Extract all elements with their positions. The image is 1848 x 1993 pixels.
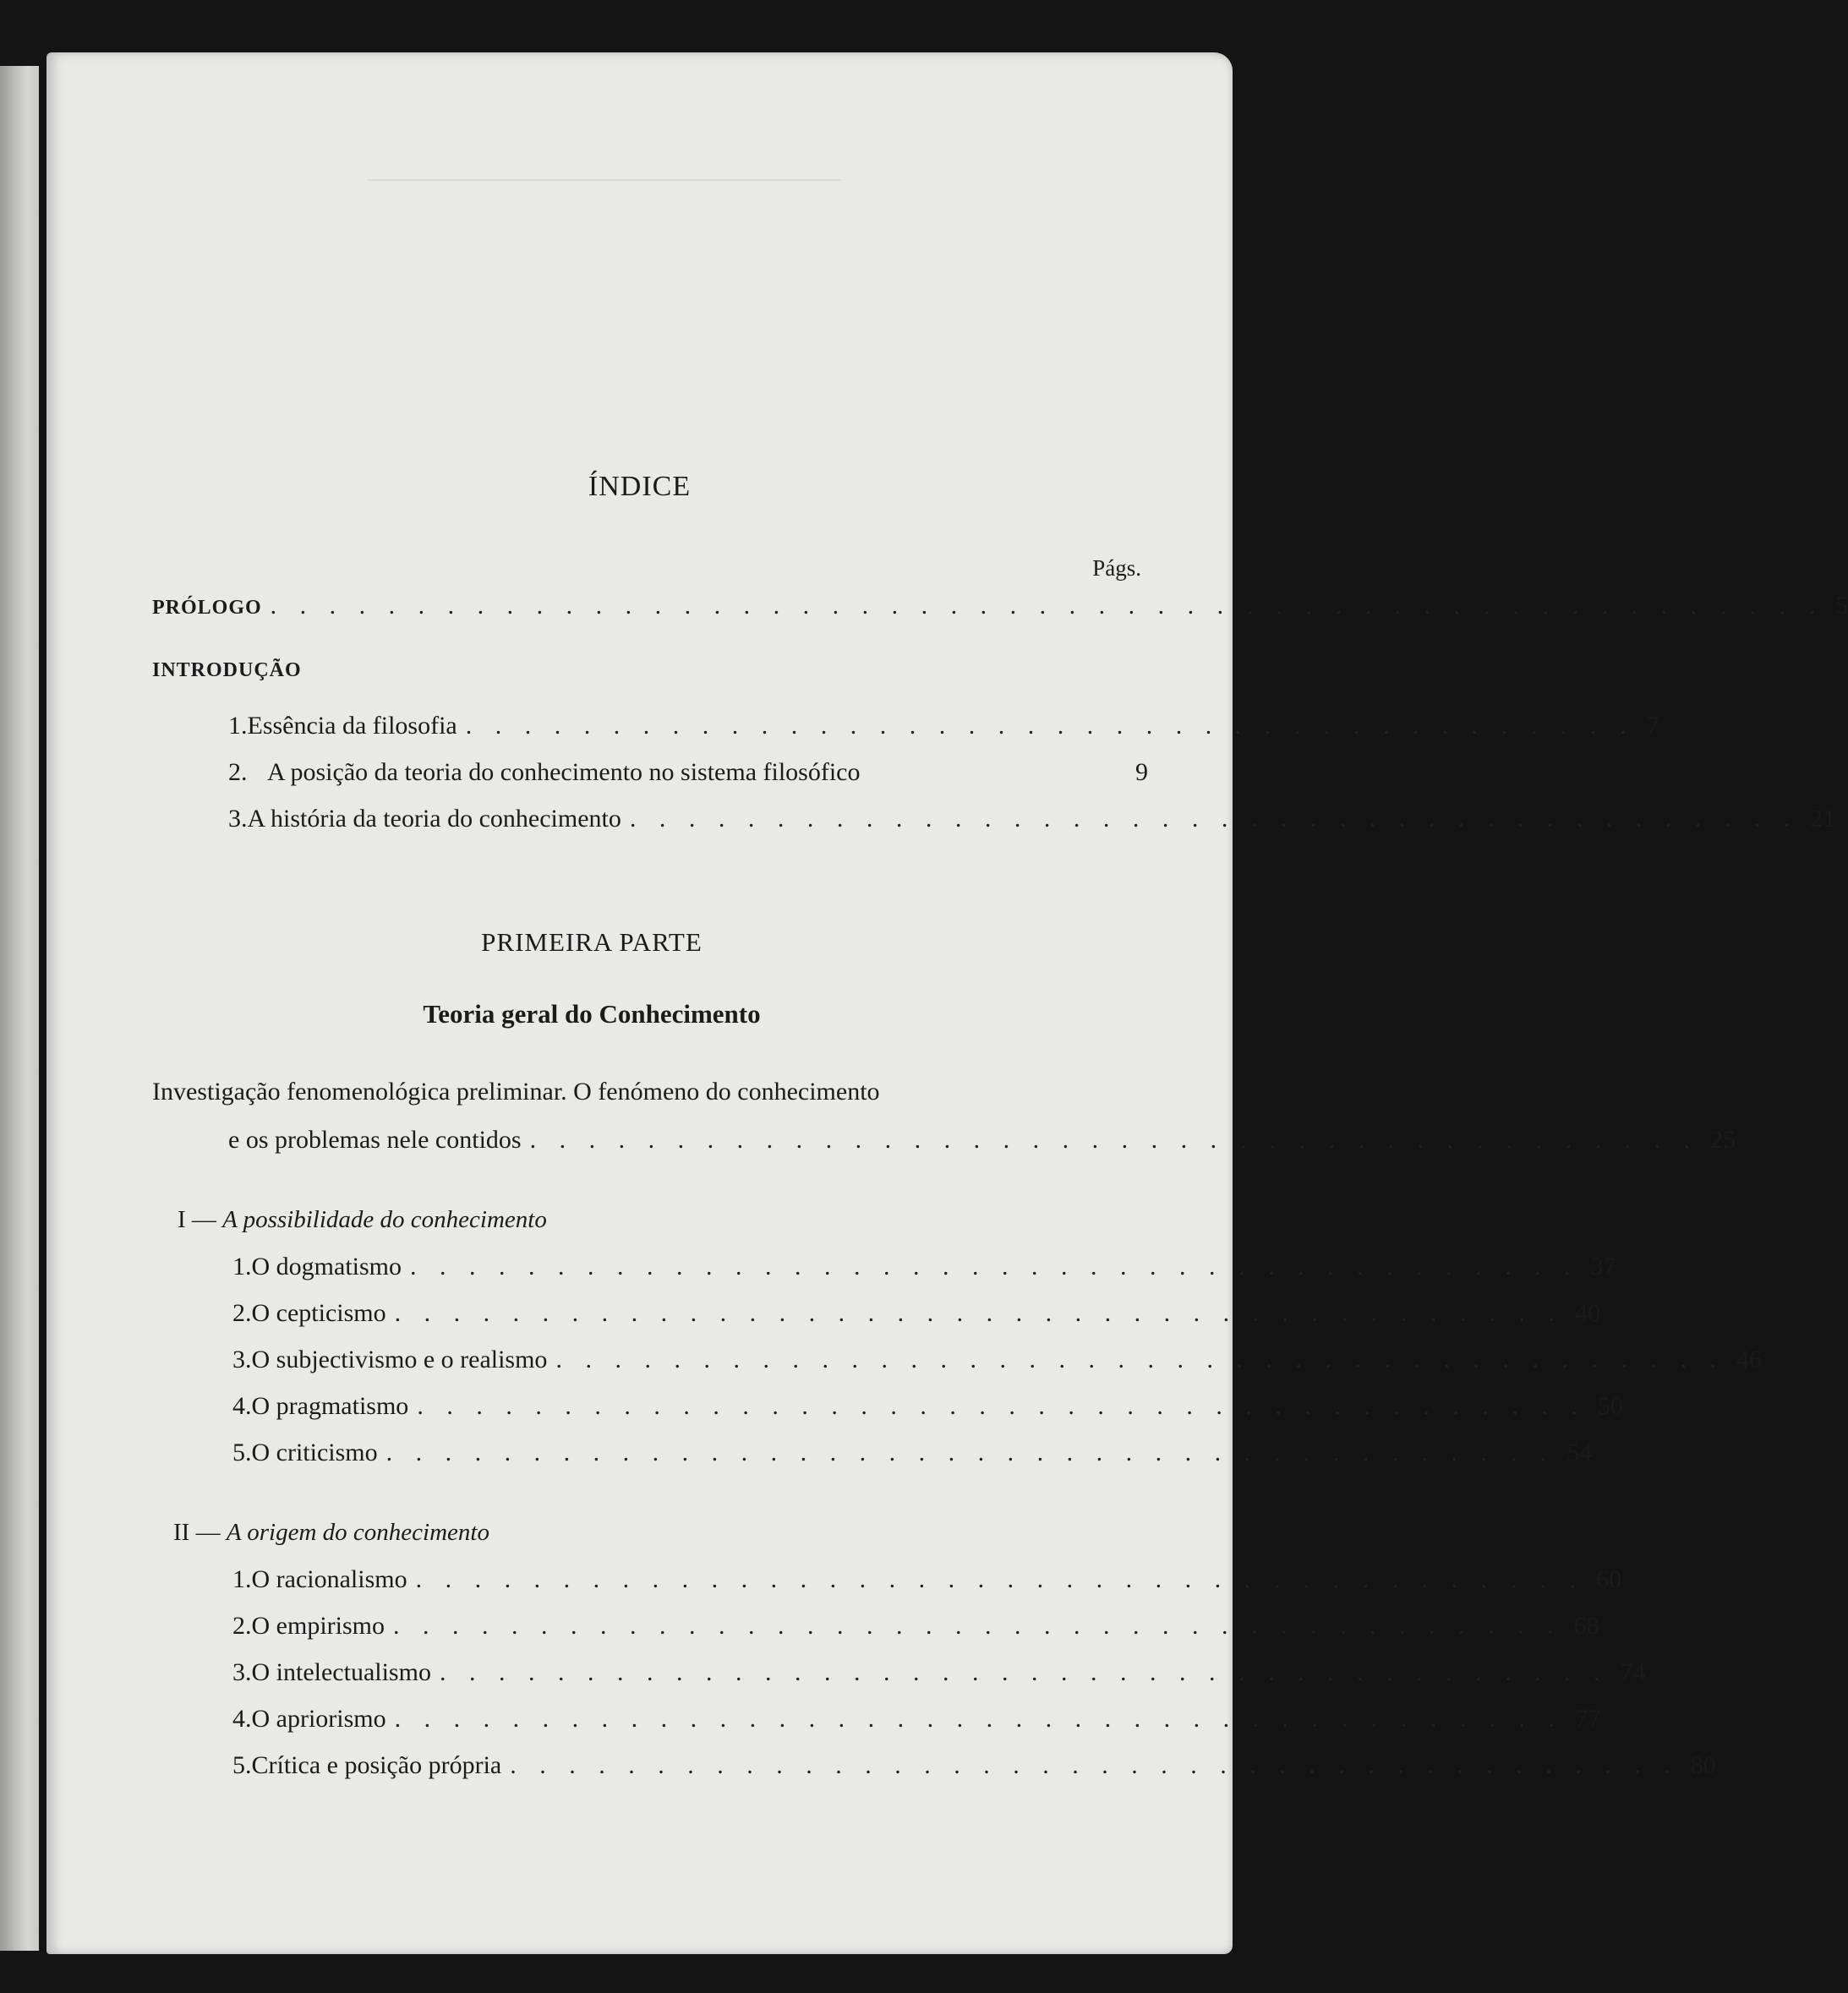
toc-entry[interactable] [232, 1565, 1622, 1594]
entry-title: Crítica e posição própria [251, 1751, 502, 1779]
entry-number: 1. [232, 1253, 252, 1280]
entry-page: 9 [1135, 758, 1148, 786]
entry-number: 1. [232, 1565, 252, 1593]
dot-leader: . . . . . . . . . . . . . . . . . . . . . . . . . . . . . . . . . . . . . . . . [555, 1346, 1725, 1373]
entry-title: A posição da teoria do conhecimento no sistema filosófico [267, 758, 861, 786]
entry-page: 68 [1573, 1612, 1599, 1640]
dot-leader: . . . . . . . . . . . . . . . . . . . . . . . . . . . . . . . . . . . . . . . . [529, 1126, 1699, 1154]
entry-number: 4. [232, 1392, 252, 1420]
dot-leader: . . . . . . . . . . . . . . . . . . . . . . . . . . . . . . . . . . . . . . . . [393, 1612, 1562, 1640]
entry-page: 74 [1620, 1658, 1646, 1686]
dot-leader: . . . . . . . . . . . . . . . . . . . . . . . . . . . . . . . . . . . . . . . . [439, 1658, 1609, 1686]
toc-entry[interactable] [228, 712, 1659, 740]
entry-title: O criticismo [251, 1439, 378, 1466]
entry-title: O subjectivismo e o realismo [251, 1346, 548, 1373]
entry-page: 54 [1566, 1439, 1593, 1466]
entry-page: 77 [1575, 1705, 1601, 1733]
toc-entry[interactable] [232, 1299, 1601, 1328]
entry-number: 2. [232, 1612, 252, 1640]
entry-title: O apriorismo [251, 1705, 386, 1733]
entry-number: 3. [232, 1658, 252, 1686]
entry-number: 2. [232, 1299, 252, 1327]
toc-entry[interactable] [232, 1346, 1762, 1374]
entry-title: A história da teoria do conhecimento [247, 805, 621, 833]
toc-entry[interactable] [232, 1392, 1623, 1421]
bleed-through-decoration [368, 179, 841, 196]
index-title: ÍNDICE [588, 471, 692, 502]
toc-entry[interactable] [232, 1612, 1599, 1641]
toc-entry[interactable] [232, 1658, 1646, 1687]
entry-page: 60 [1596, 1565, 1622, 1593]
introduction-heading: INTRODUÇÃO [152, 659, 302, 681]
book-page [46, 52, 1848, 1954]
entry-title: O dogmatismo [251, 1253, 402, 1280]
entry-page: 21 [1810, 805, 1836, 833]
toc-entry[interactable] [228, 758, 1148, 787]
entry-number: 2. [228, 758, 248, 786]
investigation-line-1: Investigação fenomenológica preliminar. O fenómeno do conhecimento [152, 1078, 880, 1106]
entry-number: 3. [228, 805, 248, 833]
dot-leader: . . . . . . . . . . . . . . . . . . . . . . . . . . . . . . . . . . . . . . . . [410, 1253, 1579, 1280]
toc-entry[interactable] [232, 1705, 1601, 1734]
dot-leader: . . . . . . . . . . . . . . . . . . . . . . . . . . . . . . . . . . . . . . . . [394, 1299, 1564, 1327]
entry-title: PRÓLOGO [152, 597, 262, 619]
toc-entry-prologue[interactable] [152, 592, 1848, 620]
entry-page: 46 [1736, 1346, 1762, 1373]
entry-title: O racionalismo [251, 1565, 407, 1593]
dot-leader: . . . . . . . . . . . . . . . . . . . . . . . . . . . . . . . . . . . . . . . . [510, 1751, 1679, 1779]
entry-number: 1. [228, 712, 248, 740]
toc-entry[interactable] [232, 1439, 1593, 1467]
dot-leader: . . . . . . . . . . . . . . . . . . . . . . . . . . . . . . . . . . . . . . . . [394, 1705, 1564, 1733]
pages-label: Págs. [1092, 555, 1141, 581]
entry-page: 37 [1590, 1253, 1616, 1280]
entry-page: 5 [1835, 592, 1848, 620]
entry-page: 80 [1690, 1751, 1716, 1779]
toc-entry[interactable] [232, 1751, 1716, 1780]
part-title: PRIMEIRA PARTE [481, 927, 703, 957]
entry-title: O cepticismo [251, 1299, 386, 1327]
entry-title: e os problemas nele contidos [228, 1126, 522, 1154]
entry-page: 7 [1646, 712, 1659, 740]
dot-leader: . . . . . . . . . . . . . . . . . . . . . . . . . . . . . . . . . . . . . . . . [417, 1392, 1586, 1420]
entry-title: O pragmatismo [251, 1392, 409, 1420]
section-heading [173, 1519, 489, 1547]
entry-number: 4. [232, 1705, 252, 1733]
dot-leader: . . . . . . . . . . . . . . . . . . . . . . . . . . . . . . . . . . . . . . . . [629, 805, 1799, 833]
entry-title: Essência da filosofia [247, 712, 457, 740]
entry-title: O empirismo [251, 1612, 385, 1640]
section-numeral: II — [173, 1519, 221, 1546]
dot-leader: . . . . . . . . . . . . . . . . . . . . . . . . . . . . . . . . . . . . . . . . . . . . . . . . . . . . . [270, 592, 1824, 620]
toc-entry-investigation[interactable] [228, 1126, 1736, 1155]
part-subtitle: Teoria geral do Conhecimento [423, 999, 761, 1029]
section-title: A possibilidade do conhecimento [222, 1206, 547, 1233]
section-title: A origem do conhecimento [226, 1519, 489, 1546]
entry-title: O intelectualismo [251, 1658, 431, 1686]
section-numeral: I — [178, 1206, 216, 1233]
dot-leader: . . . . . . . . . . . . . . . . . . . . . . . . . . . . . . . . . . . . . . . . [415, 1565, 1585, 1593]
dot-leader: . . . . . . . . . . . . . . . . . . . . . . . . . . . . . . . . . . . . . . . . [385, 1439, 1555, 1466]
entry-page: 40 [1575, 1299, 1601, 1327]
toc-entry[interactable] [232, 1253, 1616, 1281]
dot-leader: . . . . . . . . . . . . . . . . . . . . . . . . . . . . . . . . . . . . . . . . [465, 712, 1635, 740]
entry-number: 3. [232, 1346, 252, 1373]
entry-number: 5. [232, 1751, 252, 1779]
toc-entry[interactable] [228, 805, 1836, 833]
entry-number: 5. [232, 1439, 252, 1466]
entry-page: 25 [1710, 1126, 1736, 1154]
facing-page-edge [0, 66, 39, 1951]
entry-page: 50 [1597, 1392, 1623, 1420]
section-heading [178, 1206, 547, 1234]
